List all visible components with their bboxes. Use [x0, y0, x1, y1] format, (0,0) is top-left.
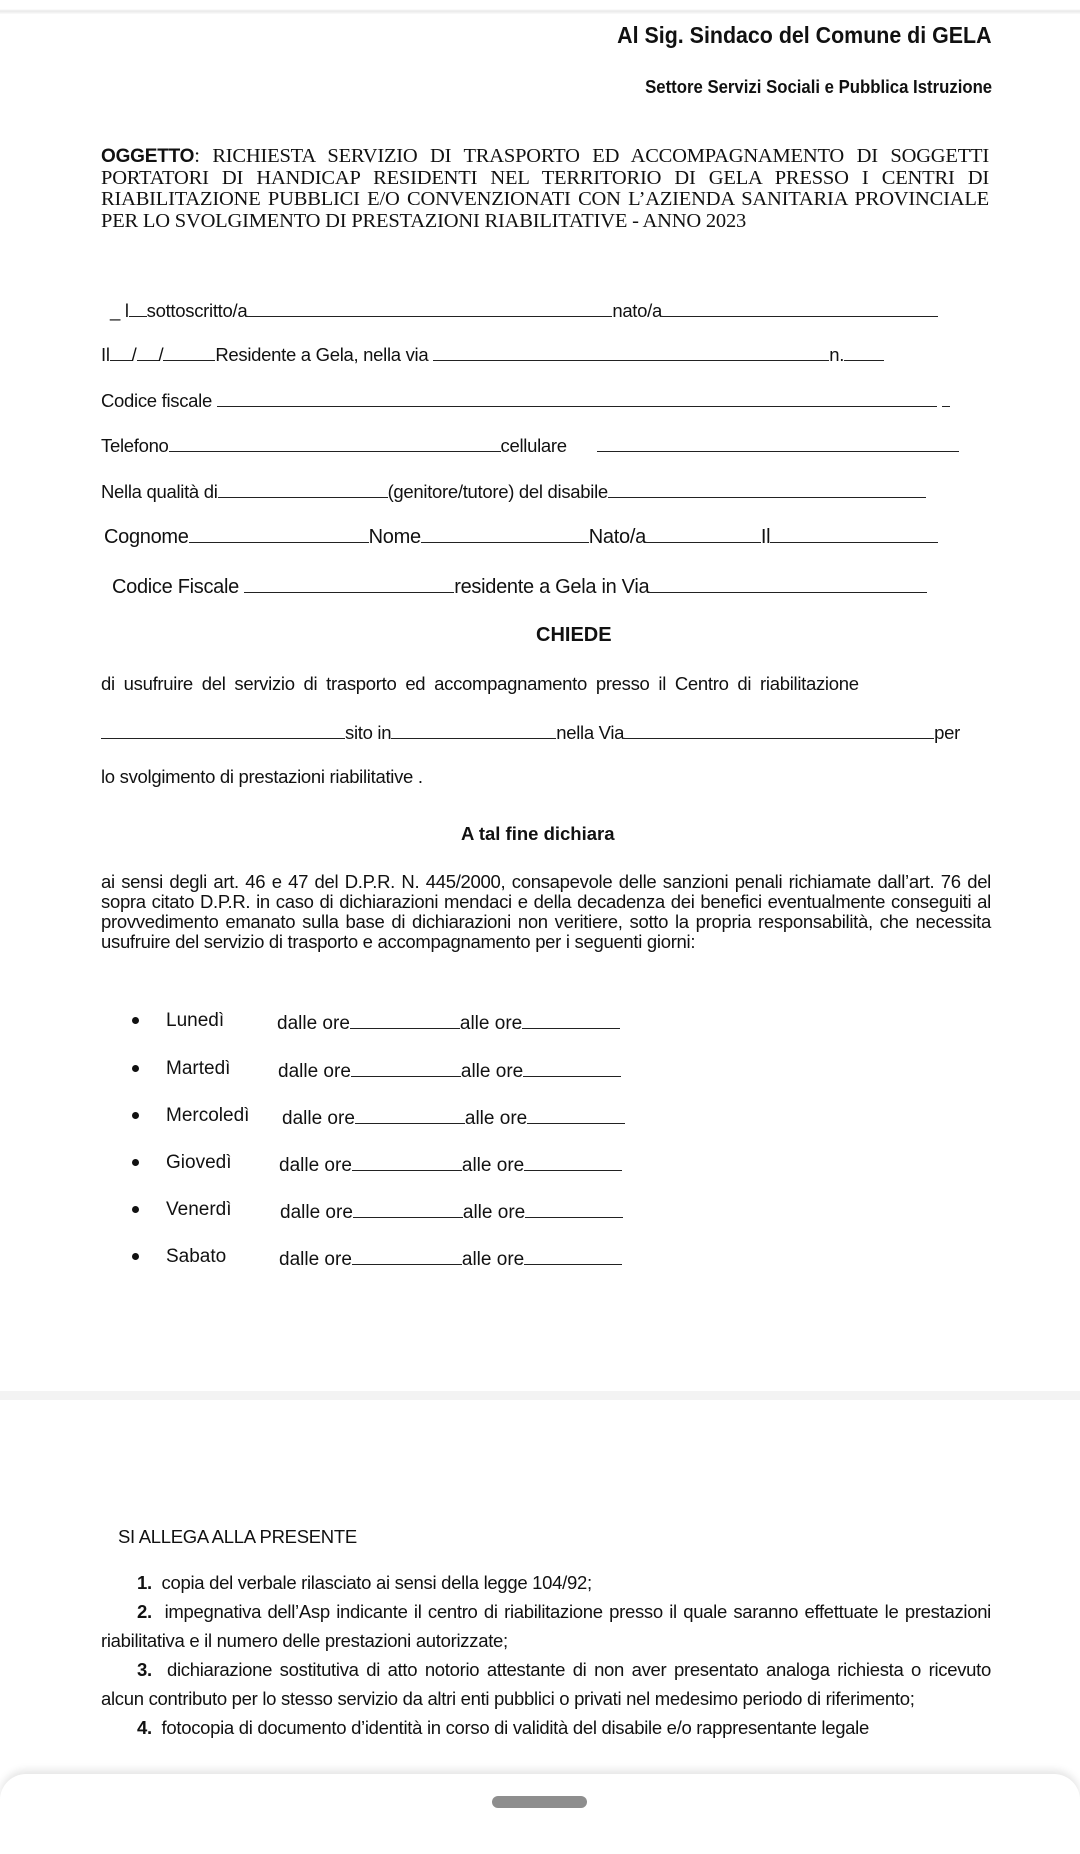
blank-field[interactable] [129, 298, 147, 317]
drag-handle[interactable] [492, 1796, 587, 1808]
street-label: nella Via [556, 722, 625, 743]
bullet-icon [132, 1112, 139, 1119]
center-street-field[interactable] [624, 720, 934, 739]
from-label: dalle ore [279, 1249, 352, 1270]
from-time-field[interactable] [355, 1105, 465, 1124]
item-text: dichiarazione sostitutiva di atto notorio attestante di non aver presentato analoga richiesta o ricevuto alcun contributo per lo stesso servizio da altri enti pubblici o privati nel medesimo periodo di riferimento; [101, 1659, 991, 1709]
center-name-field[interactable] [101, 720, 345, 739]
center-city-field[interactable] [391, 720, 556, 739]
from-time-field[interactable] [350, 1010, 460, 1029]
day-label: Mercoledì [166, 1105, 250, 1126]
birthdate-residence-line [101, 342, 884, 366]
to-time-field[interactable] [523, 1058, 621, 1077]
disabled-names-line [104, 524, 938, 549]
item-number: 3. [137, 1659, 152, 1680]
undersigned-line [110, 298, 938, 322]
attachment-item [101, 1597, 991, 1655]
from-time-field[interactable] [353, 1199, 463, 1218]
resident-label: Residente a Gela, nella via [215, 344, 429, 365]
day-label: Venerdì [166, 1199, 232, 1220]
to-time-field[interactable] [527, 1105, 625, 1124]
date-separator: / [131, 344, 137, 365]
item-number: 1. [137, 1572, 152, 1593]
to-label: alle ore [460, 1061, 524, 1082]
undersigned-name-field[interactable] [247, 298, 612, 317]
tax-code-line [101, 388, 950, 412]
attachments-heading: SI ALLEGA ALLA PRESENTE [118, 1526, 357, 1547]
page-break [0, 1391, 1080, 1400]
name-label: Nome [368, 526, 421, 548]
from-label: dalle ore [279, 1155, 352, 1176]
request-line-1: di usufruire del servizio di trasporto ed accompagnamento presso il Centro di riabilitazione [101, 673, 859, 694]
from-label: dalle ore [280, 1202, 353, 1223]
disabled-resident-label: residente a Gela in Via [454, 576, 650, 598]
capacity-line [101, 479, 926, 503]
on-label: Il [101, 344, 110, 365]
department-heading: Settore Servizi Sociali e Pubblica Istruzione [644, 77, 992, 97]
bullet-icon [132, 1206, 139, 1213]
birth-month-field[interactable] [137, 342, 159, 361]
born-label: nato/a [612, 300, 662, 321]
from-label: dalle ore [278, 1061, 351, 1082]
number-label: n. [829, 344, 845, 365]
item-number: 2. [137, 1601, 152, 1622]
item-text: fotocopia di documento d’identità in corso di validità del disabile e/o rappresentante legale [161, 1717, 869, 1738]
to-time-field[interactable] [525, 1199, 623, 1218]
declaration-text: ai sensi degli art. 46 e 47 del D.P.R. N. 445/2000, consapevole delle sanzioni penali richiamate dall’art. 76 del sopra citato D.P.R. in caso di dichiarazioni mendaci e della decadenza dei benefici eventualmente conseguiti al provvedimento emanato sulla base di dichiarazioni non veritiere, sotto la propria responsabilità, che necessita usufruire del servizio di trasporto e accompagnamento per i seguenti giorni: [101, 871, 991, 952]
bullet-icon [132, 1017, 139, 1024]
day-label: Sabato [166, 1246, 227, 1267]
name-field[interactable] [421, 524, 589, 543]
capacity-field[interactable] [218, 479, 388, 498]
attachment-item [101, 1655, 991, 1713]
birth-day-field[interactable] [110, 342, 132, 361]
for-label: per [934, 722, 961, 743]
date-separator: / [158, 344, 164, 365]
phone-field[interactable] [169, 433, 501, 452]
tax-code-field[interactable] [217, 388, 937, 407]
disabled-tax-code-line [112, 574, 927, 599]
to-label: alle ore [461, 1249, 525, 1270]
day-label: Martedì [166, 1058, 231, 1079]
disabled-birthplace-field[interactable] [646, 524, 761, 543]
birthplace-field[interactable] [662, 298, 938, 317]
subject-paragraph [101, 146, 989, 232]
item-text: impegnativa dell’Asp indicante il centro di riabilitazione presso il quale saranno effettuate le prestazioni riabilitativa e il numero delle prestazioni autorizzate; [101, 1601, 991, 1651]
undersigned-label: sottoscritto/a [146, 300, 248, 321]
to-time-field[interactable] [522, 1010, 620, 1029]
item-number: 4. [137, 1717, 152, 1738]
birth-year-field[interactable] [163, 342, 215, 361]
blank-field [942, 388, 950, 407]
attachment-item [101, 1713, 991, 1742]
disabled-born-label: Nato/a [588, 526, 646, 548]
capacity-label: Nella qualità di [101, 481, 218, 502]
surname-label: Cognome [104, 526, 189, 548]
from-label: dalle ore [282, 1108, 355, 1129]
to-time-field[interactable] [524, 1152, 622, 1171]
recipient-heading: Al Sig. Sindaco del Comune di GELA [617, 22, 992, 48]
bullet-icon [132, 1159, 139, 1166]
day-label: Giovedì [166, 1152, 232, 1173]
to-time-field[interactable] [524, 1246, 622, 1265]
request-line-3: lo svolgimento di prestazioni riabilitative . [101, 766, 423, 787]
top-edge-shadow [0, 0, 1080, 14]
disabled-birthdate-field[interactable] [770, 524, 938, 543]
surname-field[interactable] [189, 524, 369, 543]
mobile-label: cellulare [500, 435, 567, 456]
role-label: (genitore/tutore) del disabile [387, 481, 608, 502]
to-label: alle ore [464, 1108, 528, 1129]
phone-label: Telefono [101, 435, 169, 456]
prefix-label: _ l [110, 300, 129, 321]
street-field[interactable] [433, 342, 829, 361]
mobile-field[interactable] [597, 433, 959, 452]
bottom-sheet[interactable] [0, 1774, 1080, 1854]
from-time-field[interactable] [352, 1152, 462, 1171]
to-label: alle ore [461, 1155, 525, 1176]
attachment-item [101, 1568, 991, 1597]
item-text: copia del verbale rilasciato ai sensi della legge 104/92; [161, 1572, 592, 1593]
disabled-tax-code-label: Codice Fiscale [112, 576, 239, 598]
bullet-icon [132, 1253, 139, 1260]
request-location-line [101, 720, 989, 744]
tax-code-label: Codice fiscale [101, 390, 212, 411]
attachments-list [101, 1568, 991, 1742]
disabled-on-label: Il [760, 526, 771, 548]
request-heading: CHIEDE [536, 624, 612, 646]
declaration-heading: A tal fine dichiara [461, 823, 615, 844]
to-label: alle ore [459, 1013, 523, 1034]
disabled-person-field[interactable] [608, 479, 926, 498]
from-label: dalle ore [277, 1013, 350, 1034]
subject-label: OGGETTO [101, 146, 195, 167]
from-time-field[interactable] [352, 1246, 462, 1265]
house-number-field[interactable] [844, 342, 884, 361]
disabled-tax-code-field[interactable] [244, 574, 454, 593]
disabled-street-field[interactable] [649, 574, 927, 593]
from-time-field[interactable] [351, 1058, 461, 1077]
to-label: alle ore [462, 1202, 526, 1223]
subject-text: : RICHIESTA SERVIZIO DI TRASPORTO ED ACCOMPAGNAMENTO DI SOGGETTI PORTATORI DI HANDICAP RESIDENTI NEL TERRITORIO DI GELA PRESSO I CENTRI DI RIABILITAZIONE PUBBLICI E/O CONVENZIONATI CON L’AZIENDA SANITARIA PROVINCIALE PER LO SVOLGIMENTO DI PRESTAZIONI RIABILITATIVE - ANNO 2023 [101, 145, 989, 232]
located-label: sito in [345, 722, 392, 743]
day-label: Lunedì [166, 1010, 225, 1031]
phone-line [101, 433, 959, 457]
bullet-icon [132, 1065, 139, 1072]
